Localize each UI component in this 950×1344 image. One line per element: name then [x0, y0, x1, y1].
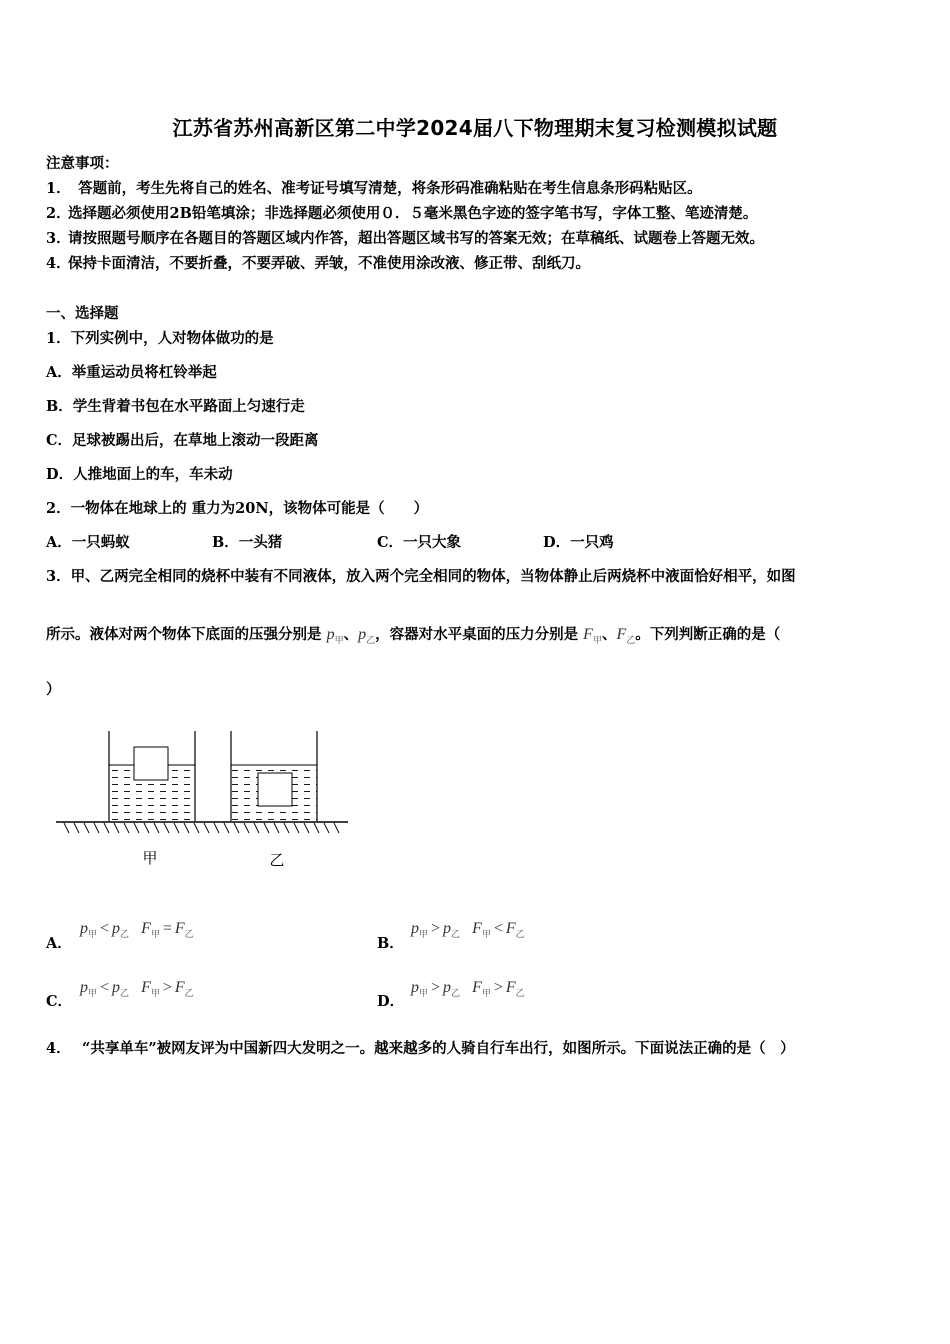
section-heading: 一、选择题 [46, 305, 119, 322]
q3-stem-line2 [46, 622, 780, 653]
notice-item-number: 3． [46, 230, 71, 247]
notice-item-3 [46, 227, 764, 248]
beaker-figure [50, 725, 360, 875]
q1-option-a: A．举重运动员将杠铃举起 [46, 364, 217, 381]
page-title: 江苏省苏州高新区第二中学2024届八下物理期末复习检测模拟试题 [172, 116, 778, 140]
q3-text: ，容器对水平桌面的压力分别是 [375, 626, 579, 643]
q2-option-b: B．一头猪 [212, 534, 283, 551]
notice-item-4 [46, 252, 590, 273]
q3-text: 。下列判断正确的是（ [635, 626, 781, 643]
q1-stem: 1．下列实例中，人对物体做功的是 [46, 330, 274, 347]
figure-label-jia: 甲 [142, 849, 158, 867]
q3-text: 所示。液体对两个物体下底面的压强分别是 [46, 626, 322, 643]
q3-text: 、 [343, 626, 359, 643]
beaker-jia [109, 731, 195, 821]
q4-number: 4． [46, 1040, 71, 1057]
q4-text: “共享单车”被网友评为中国新四大发明之一。越来越多的人骑自行车出行，如图所示。下面说法正确的是（ ） [82, 1040, 795, 1057]
q3-stem-line3: ） [46, 681, 61, 698]
notice-item-text: 保持卡面清洁，不要折叠，不要弄破、弄皱，不准使用涂改液、修正带、刮纸刀。 [68, 255, 590, 272]
q1-option-b: B．学生背着书包在水平路面上匀速行走 [46, 398, 305, 415]
force-jia-symbol: $F_甲$ [583, 626, 602, 646]
ground [56, 822, 348, 833]
pressure-jia-symbol: $p_甲$ [326, 626, 344, 646]
q1-option-c: C．足球被踢出后，在草地上滚动一段距离 [46, 432, 319, 449]
block-jia [134, 747, 168, 780]
q2-option-a: A．一只蚂蚁 [46, 534, 130, 551]
q3-stem-line1: 3．甲、乙两完全相同的烧杯中装有不同液体，放入两个完全相同的物体，当物体静止后两烧杯中液面恰好相平，如图 [46, 568, 796, 585]
q3-text: 、 [601, 626, 617, 643]
beaker-yi [231, 731, 317, 821]
notice-item-text: 选择题必须使用2B铅笔填涂；非选择题必须使用０．５毫米黑色字迹的签字笔书写，字体工整、笔迹清楚。 [68, 205, 758, 222]
notice-item-1 [46, 177, 702, 198]
notice-item-number: 1． [46, 180, 71, 197]
notice-item-number: 2． [46, 205, 71, 222]
q1-option-d: D．人推地面上的车，车未动 [46, 466, 233, 483]
q4-stem [46, 1037, 795, 1058]
q2-stem: 2．一物体在地球上的 重力为20N，该物体可能是（ ） [46, 500, 429, 517]
notice-item-number: 4． [46, 255, 71, 272]
notice-item-2 [46, 202, 757, 223]
q2-option-c: C．一只大象 [377, 534, 462, 551]
pressure-yi-symbol: $p_乙$ [358, 626, 376, 646]
notice-heading: 注意事项： [46, 155, 119, 172]
block-yi [258, 773, 292, 806]
notice-item-text: 请按照题号顺序在各题目的答题区域内作答，超出答题区域书写的答案无效；在草稿纸、试题卷上答题无效。 [68, 230, 764, 247]
exam-page: 江苏省苏州高新区第二中学2024届八下物理期末复习检测模拟试题 注意事项： 1． 答题前，考生先将自己的姓名、准考证号填写清楚，将条形码准确粘贴在考生信息条形码粘贴区。 2．选择题必须使用2B铅笔填涂；非选择题必须使用０．５毫米黑色字迹的签字笔书写，字体工整、笔迹清楚。 3．请按照题号顺序在各题目的答题区域内作答，超出答题区域书写的答案无效；在草稿纸、试题卷上答题无效。 4．保持卡面清洁，不要折叠，不要弄破、弄皱，不准使用涂改液、修正带、刮纸刀。 一、选择题 1．下列实例中，人对物体做功的是 A．举重运动员将杠铃举起 B．学生背着书包在水平路面上匀速行走 C．足球被踢出后，在草地上滚动一段距离 D．人推地面上的车，车未动 2．一物体在地球上的 重力为20N，该物体可能是（ ） A．一只蚂蚁 B．一头猪 C．一只大象 D．一只鸡 3．甲、乙两完全相同的烧杯中装有不同液体，放入两个完全相同的物体，当物体静止后两烧杯中液面恰好相平，如图 所示。液体对两个物体下底面的压强分别是 $p_甲$、$p_乙$，容器对水平桌面的压力分别是 $F_甲$、$F_乙$。下列判断正确的是（ ） 甲 乙 A． $p_甲 < p_乙$ $F_甲 = F_乙$ B． $p_甲 > p_乙$ $F_甲 < F_乙$ C． $p_甲 < p_乙$ $F_甲 > F_乙$ D． $p_甲 > p_乙$ $F_甲 > F_乙$ 4． “共享单车”被网友评为中国新四大发明之一。越来越多的人骑自行车出行，如图所示。下面说法正确的是（ ） [0, 0, 950, 1344]
notice-item-text: 答题前，考生先将自己的姓名、准考证号填写清楚，将条形码准确粘贴在考生信息条形码粘贴区。 [68, 180, 702, 197]
force-yi-symbol: $F_乙$ [616, 626, 636, 646]
figure-label-yi: 乙 [269, 851, 285, 869]
q2-option-d: D．一只鸡 [543, 534, 614, 551]
